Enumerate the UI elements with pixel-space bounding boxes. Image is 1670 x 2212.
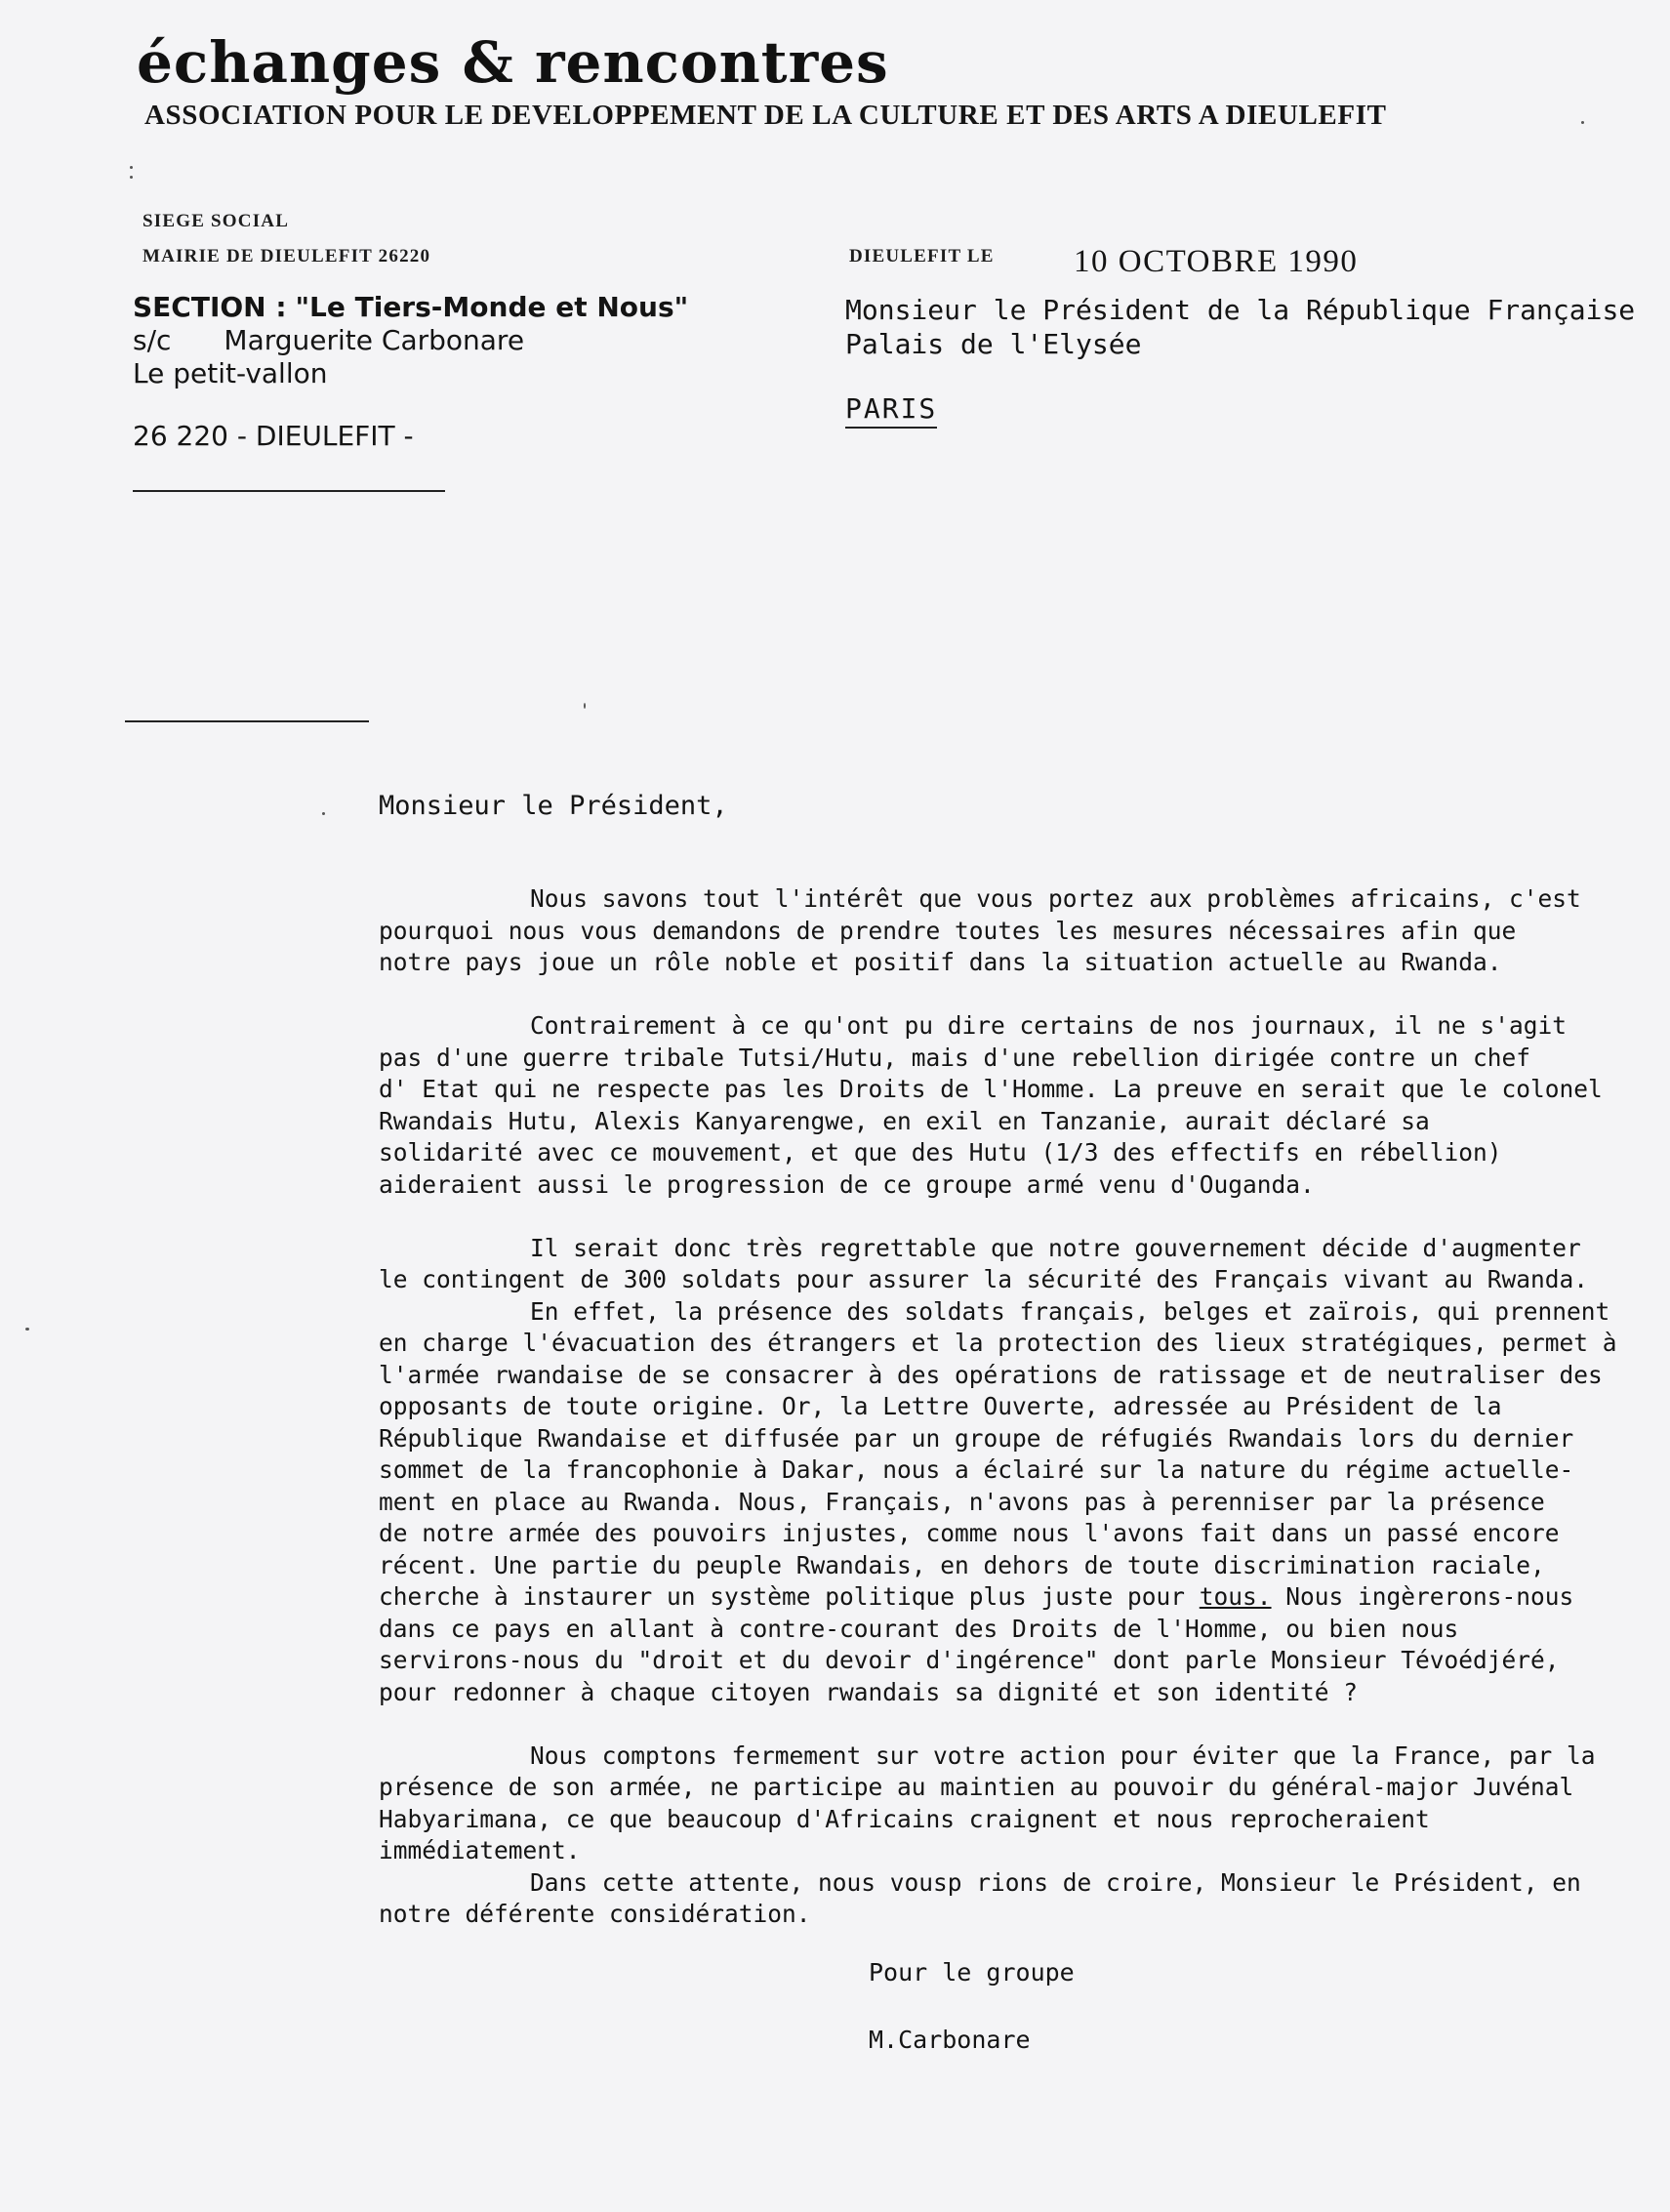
scan-speck	[322, 812, 325, 815]
letter-body	[379, 883, 1618, 1931]
scan-speck	[584, 703, 586, 709]
p4-line: dans ce pays en allant à contre-courant des Droits de l'Homme, ou bien nous	[379, 1614, 1459, 1643]
organization-name: échanges & rencontres	[137, 29, 889, 96]
section-label: SECTION :	[133, 291, 287, 323]
sender-block	[133, 291, 688, 390]
p6-line: notre déférente considération.	[379, 1900, 811, 1928]
recipient-block	[845, 293, 1635, 361]
section-name: "Le Tiers-Monde et Nous"	[295, 291, 689, 323]
recipient-line-2: Palais de l'Elysée	[845, 328, 1142, 360]
p2-line: solidarité avec ce mouvement, et que des Hutu (1/3 des effectifs en rébellion)	[379, 1138, 1502, 1167]
p4-line: récent. Une partie du peuple Rwandais, en dehors de toute discrimination raciale,	[379, 1550, 1545, 1579]
p4-line-with-underline	[379, 1581, 1618, 1614]
p4-line: En effet, la présence des soldats français, belges et zaïrois, qui prennent	[530, 1296, 1610, 1326]
sc-prefix: s/c	[133, 324, 172, 356]
sender-city: 26 220 - DIEULEFIT -	[133, 420, 414, 452]
p4-line: opposants de toute origine. Or, la Lettre Ouverte, adressée au Président de la	[379, 1392, 1502, 1420]
p2-line: Rwandais Hutu, Alexis Kanyarengwe, en exil en Tanzanie, aurait déclaré sa	[379, 1106, 1430, 1135]
address-line: Le petit-vallon	[133, 357, 328, 389]
p4-line: ment en place au Rwanda. Nous, Français, n'avons pas à perenniser par la présence	[379, 1487, 1545, 1516]
p4-line-start: cherche à instaurer un système politique plus juste pour	[379, 1582, 1186, 1611]
p5-line: immédiatement.	[379, 1836, 581, 1864]
p2-line: Contrairement à ce qu'ont pu dire certains de nos journaux, il ne s'agit	[530, 1011, 1568, 1040]
siege-social-label: SIEGE SOCIAL	[143, 211, 290, 231]
p1-line: Nous savons tout l'intérêt que vous portez aux problèmes africains, c'est	[530, 884, 1581, 913]
divider-rule	[125, 720, 369, 722]
p2-line: d' Etat qui ne respecte pas les Droits de l'Homme. La preuve en serait que le colonel	[379, 1075, 1603, 1103]
signature: M.Carbonare	[869, 2026, 1031, 2054]
p2-line: pas d'une guerre tribale Tutsi/Hutu, mais d'une rebellion dirigée contre un chef	[379, 1043, 1531, 1072]
p6-line: Dans cette attente, nous vousp rions de croire, Monsieur le Président, en	[530, 1867, 1581, 1897]
underlined-word: tous.	[1199, 1582, 1272, 1611]
p1-line: notre pays joue un rôle noble et positif dans la situation actuelle au Rwanda.	[379, 948, 1502, 976]
scan-speck	[1581, 121, 1584, 124]
p4-line: servirons-nous du "droit et du devoir d'ingérence" dont parle Monsieur Tévoédjéré,	[379, 1646, 1560, 1674]
organization-subtitle: ASSOCIATION POUR LE DEVELOPPEMENT DE LA CULTURE ET DES ARTS A DIEULEFIT	[144, 100, 1387, 131]
p4-line-end: Nous ingèrerons-nous	[1271, 1582, 1574, 1611]
scan-speck	[25, 1328, 29, 1331]
p4-line: République Rwandaise et diffusée par un groupe de réfugiés Rwandais lors du dernier	[379, 1423, 1574, 1453]
letter-date: 10 OCTOBRE 1990	[1074, 244, 1359, 279]
p5-line: Nous comptons fermement sur votre action pour éviter que la France, par la	[530, 1741, 1596, 1770]
recipient-line-1: Monsieur le Président de la République Française	[845, 294, 1636, 326]
p4-line: de notre armée des pouvoirs injustes, comme nous l'avons fait dans un passé encore	[379, 1519, 1560, 1547]
p2-line: aideraient aussi le progression de ce groupe armé venu d'Ouganda.	[379, 1169, 1315, 1199]
closing-line: Pour le groupe	[869, 1958, 1075, 1987]
p4-line: sommet de la francophonie à Dakar, nous a éclairé sur la nature du régime actuelle-	[379, 1455, 1574, 1484]
p4-line: pour redonner à chaque citoyen rwandais sa dignité et son identité ?	[379, 1677, 1359, 1706]
scan-speck	[130, 166, 133, 169]
p5-line: Habyarimana, ce que beaucoup d'Africains craignent et nous reprocheraient	[379, 1804, 1430, 1833]
scan-speck	[130, 176, 133, 179]
mairie-label: MAIRIE DE DIEULEFIT 26220	[143, 246, 431, 266]
p3-line: Il serait donc très regrettable que notre gouvernement décide d'augmenter	[530, 1233, 1581, 1262]
p1-line: pourquoi nous vous demandons de prendre toutes les mesures nécessaires afin que	[379, 916, 1517, 945]
p4-line: en charge l'évacuation des étrangers et la protection des lieux stratégiques, permet à	[379, 1329, 1617, 1357]
p3-line: le contingent de 300 soldats pour assurer la sécurité des Français vivant au Rwanda.	[379, 1265, 1589, 1293]
sender-underline	[133, 490, 445, 492]
p4-line: l'armée rwandaise de se consacrer à des opérations de ratissage et de neutraliser des	[379, 1360, 1603, 1389]
salutation: Monsieur le Président,	[379, 791, 728, 821]
sc-name: Marguerite Carbonare	[224, 324, 525, 356]
date-label: DIEULEFIT LE	[849, 246, 995, 266]
p5-line: présence de son armée, ne participe au maintien au pouvoir du général-major Juvénal	[379, 1773, 1574, 1801]
recipient-city: PARIS	[845, 392, 937, 429]
